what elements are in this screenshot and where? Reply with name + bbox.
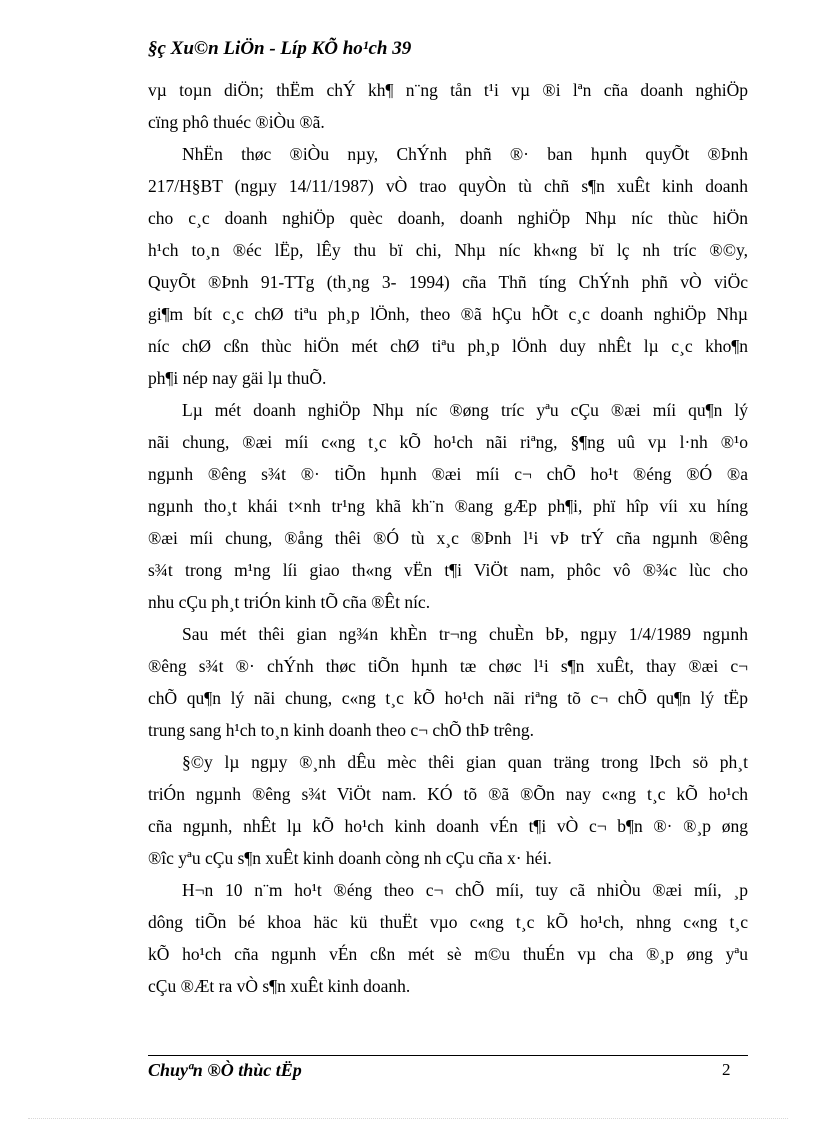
text-line: kÕ ho¹ch cña ngµnh vÉn cßn mét sè m©u thuÉn vµ cha ®¸p øng yªu <box>148 944 748 964</box>
text-line: triÓn ngµnh ®êng s¾t ViÖt nam. KÓ tõ ®ã ®Õn nay c«ng t¸c kÕ ho¹ch <box>148 784 748 804</box>
text-line: NhËn thøc ®iÒu nµy, ChÝnh phñ ®· ban hµnh quyÕt ®Þnh <box>182 144 748 164</box>
footer-divider <box>148 1055 748 1056</box>
text-line: vµ toµn diÖn; thËm chÝ kh¶ n¨ng tån t¹i vµ ®i lªn cña doanh nghiÖp <box>148 80 748 100</box>
text-line: cho c¸c doanh nghiÖp quèc doanh, doanh nghiÖp Nhµ níc thùc hiÖn <box>148 208 748 228</box>
text-line: cña ngµnh, nhÊt lµ kÕ ho¹ch kinh doanh vÉn t¶i vÒ c¬ b¶n ®· ®¸p øng <box>148 816 748 836</box>
body-text <box>148 78 748 1006</box>
text-line: níc chØ cßn thùc hiÖn mét chØ tiªu ph¸p lÖnh duy nhÊt lµ c¸c kho¶n <box>148 336 748 356</box>
text-line: chÕ qu¶n lý nãi chung, c«ng t¸c kÕ ho¹ch nãi riªng tõ c¬ chÕ qu¶n lý tËp <box>148 688 748 708</box>
text-line: ®êng s¾t ®· chÝnh thøc tiÕn hµnh tæ chøc l¹i s¶n xuÊt, thay ®æi c¬ <box>148 656 748 676</box>
text-line: QuyÕt ®Þnh 91-TTg (th¸ng 3- 1994) cña Thñ tíng ChÝnh phñ vÒ viÖc <box>148 272 748 292</box>
text-line: H¬n 10 n¨m ho¹t ®éng theo c¬ chÕ míi, tuy cã nhiÒu ®æi míi, ¸p <box>182 880 748 900</box>
text-line: trung sang h¹ch to¸n kinh doanh theo c¬ chÕ thÞ trêng. <box>148 720 534 740</box>
text-line: ®æi míi chung, ®ång thêi ®Ó tù x¸c ®Þnh l¹i vÞ trÝ cña ngµnh ®êng <box>148 528 748 548</box>
text-line: §©y lµ ngµy ®¸nh dÊu mèc thêi gian quan träng trong lÞch sö ph¸t <box>182 752 748 772</box>
text-line: nhu cÇu ph¸t triÓn kinh tÕ cña ®Êt níc. <box>148 592 431 612</box>
text-line: ngµnh ®êng s¾t ®· tiÕn hµnh ®æi míi c¬ chÕ ho¹t ®éng ®Ó ®a <box>148 464 748 484</box>
text-line: Lµ mét doanh nghiÖp Nhµ níc ®øng tríc yªu cÇu ®æi míi qu¶n lý <box>182 400 748 420</box>
footer-title: Chuyªn ®Ò thùc tËp <box>148 1060 302 1080</box>
text-line: h¹ch to¸n ®éc lËp, lÊy thu bï chi, Nhµ níc kh«ng bï lç nh tríc ®©y, <box>148 240 748 260</box>
text-line: dông tiÕn bé khoa häc kü thuËt vµo c«ng t¸c kÕ ho¹ch, nhng c«ng t¸c <box>148 912 748 932</box>
text-line: cïng phô thuéc ®iÒu ®ã. <box>148 112 325 132</box>
text-line: ph¶i nép nay gäi lµ thuÕ. <box>148 368 327 388</box>
text-line: s¾t trong m¹ng líi giao th«ng vËn t¶i ViÖt nam, phôc vô ®¾c lùc cho <box>148 560 748 580</box>
text-line: ngµnh tho¸t khái t×nh tr¹ng khã kh¨n ®ang gÆp ph¶i, phï hîp víi xu híng <box>148 496 748 516</box>
page-header-title: §ç Xu©n LiÖn - Líp KÕ ho¹ch 39 <box>148 38 412 59</box>
text-line: gi¶m bít c¸c chØ tiªu ph¸p lÖnh, theo ®ã hÇu hÕt c¸c doanh nghiÖp Nhµ <box>148 304 748 324</box>
text-line: 217/H§BT (ngµy 14/11/1987) vÒ trao quyÒn tù chñ s¶n xuÊt kinh doanh <box>148 176 748 196</box>
page-bottom-edge <box>28 1118 788 1119</box>
text-line: cÇu ®Æt ra vÒ s¶n xuÊt kinh doanh. <box>148 976 411 996</box>
text-line: nãi chung, ®æi míi c«ng t¸c kÕ ho¹ch nãi riªng, §¶ng uû vµ l·nh ®¹o <box>148 432 748 452</box>
text-line: ®îc yªu cÇu s¶n xuÊt kinh doanh còng nh cÇu cña x· héi. <box>148 848 552 868</box>
text-line: Sau mét thêi gian ng¾n khÈn tr¬ng chuÈn bÞ, ngµy 1/4/1989 ngµnh <box>182 624 748 644</box>
page-number: 2 <box>722 1060 731 1079</box>
